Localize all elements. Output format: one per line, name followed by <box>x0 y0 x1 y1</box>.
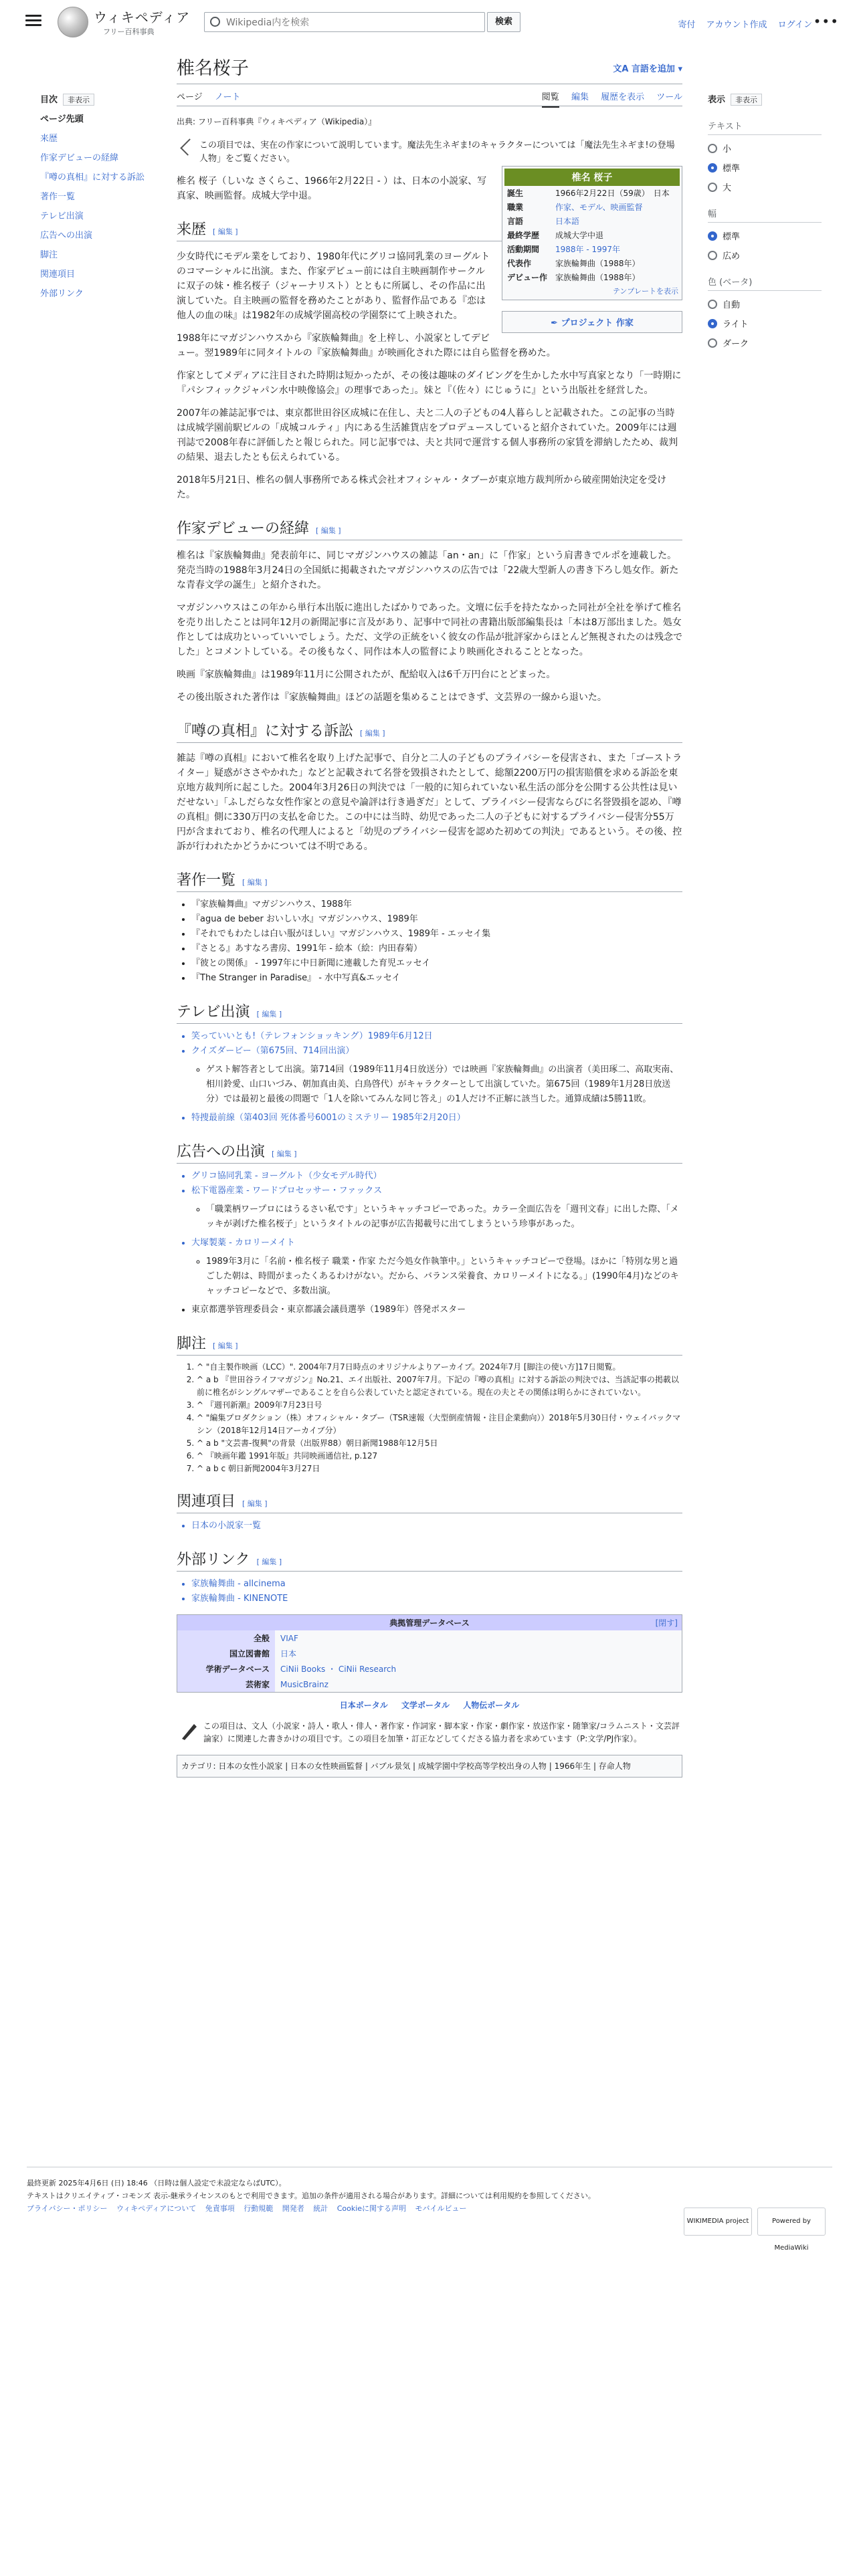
tab-tools[interactable]: ツール <box>656 92 682 102</box>
section-title: 広告への出演 <box>177 1144 266 1160</box>
paragraph: 雑誌『噂の真相』において椎名を取り上げた記事で、自分と二人の子どものプライバシーを侵害され、また「ゴーストライター」疑惑がささやかれた」などと記載されて名誉を毀損されたとして、総額2200万円の損害賠償を求める訴訟を東京地方裁判所に起こした。2004年3月26日の判決では「一般的に知られていない私生活の部分を公開する公共性は見いだせない」「ふしだらな女性作家との意見や論評は行き過ぎだ」として、プライバシー侵害ならびに名誉毀損を認め、『噂の真相』側に330万円の支払を命じた。この中には当時、幼児であった二人の子どもに対するプライバシー侵害分55万円が含まれており、椎名の代理人によると「幼児のプライバシー侵害を認めた初めての判決」であるという。その後、控訴が行われたかどうかについては不明である。 <box>177 753 682 852</box>
color-light[interactable] <box>708 317 822 330</box>
toc-item-debut[interactable]: 作家デビューの経緯 <box>40 153 119 163</box>
table-of-contents <box>40 92 154 300</box>
list-item: • 東京都選挙管理委員会・東京都議会議員選挙（1989年）啓発ポスター <box>191 1303 682 1317</box>
add-language-button[interactable]: 文A 言語を追加 ▾ <box>613 64 682 74</box>
radio-selected-icon <box>708 319 717 328</box>
tv-list <box>177 1029 682 1125</box>
edit-link[interactable]: [ 編集 ] <box>242 1499 268 1508</box>
appearance-panel <box>708 92 822 349</box>
radio-label: 標準 <box>723 232 741 242</box>
edit-link[interactable]: [ 編集 ] <box>272 1150 297 1158</box>
statistics-link[interactable]: 統計 <box>313 2204 328 2213</box>
infobox-value[interactable]: 1988年 - 1997年 <box>555 245 621 254</box>
pen-icon: ✒ <box>551 318 561 328</box>
paragraph: その後出版された著作は『家族輪舞曲』ほどの話題を集めることはできず、文芸界の一線から退いた。 <box>177 692 607 703</box>
page-footer <box>27 2167 832 2252</box>
list-item: ◦ 1989年3月に「名前・椎名桜子 職業・作家 ただ今処女作執筆中。」というキャッチコピーで登場。ほかに「特別な男と過ごした朝は、時間がまったくあるわけがない。だから、バランス栄養食、カロリーメイトになる。」(1990年4月)などのキャッチコピーなどで、多数出演。 <box>206 1255 682 1299</box>
navbox-key: 全般 <box>177 1630 275 1646</box>
infobox-row <box>504 228 680 242</box>
section-title: 外部リンク <box>177 1551 250 1568</box>
paragraph: 作家としてメディアに注目された時期は短かったが、その後は趣味のダイビングを生かした水中写真家となり「一時期に『パシフィックジャパン水中映像協会』の理事であった」。妹と『（佐々）にじゅうに』という出版社を経営した。 <box>177 370 682 396</box>
infobox-value[interactable]: 日本語 <box>555 217 580 226</box>
cookie-link[interactable]: Cookieに関する声明 <box>337 2204 407 2213</box>
categories-box[interactable]: カテゴリ: 日本の女性小説家 | 日本の女性映画監督 | バブル景気 | 成城学園中学校高等学校出身の人物 | 1966年生 | 存命人物 <box>177 1755 682 1778</box>
page-tabs <box>177 84 682 106</box>
template-link[interactable]: テンプレートを表示 <box>612 287 678 296</box>
section-external <box>177 1548 682 1572</box>
text-size-label: テキスト <box>708 119 822 135</box>
paragraph: マガジンハウスはこの年から単行本出版に進出したばかりであった。文壇に伝手を持たなかった同社が全社を挙げて椎名を売り出したことは同年12月の新聞記事に言及があり、記事中で同社の書籍出版部編集長は「本は8万部出ました。処女作としては成功といっていいでしょう。ただ、文学の正統をいく彼女の作品が批評家からほとんど無視されたのは残念でした」とコメントしている。その後もなく、同作は本人の監督により映画化されることとなった。 <box>177 603 682 657</box>
section-title: 著作一覧 <box>177 872 236 889</box>
toc-item-notes[interactable]: 脚注 <box>40 250 58 260</box>
text-size-standard[interactable] <box>708 161 822 174</box>
toc-item-top[interactable]: ページ先頭 <box>40 114 84 124</box>
more-options-icon[interactable]: ••• <box>813 13 839 29</box>
radio-label: ダーク <box>723 339 749 349</box>
stub-text: この項目は、文人（小説家・詩人・歌人・俳人・著作家・作詞家・脚本家・作家・劇作家・放送作家・随筆家/コラムニスト・文芸評論家）に関連した書きかけの項目です。この項目を加筆・訂正などしてくださる協力者を求めています（P:文学/PJ作家）。 <box>203 1721 680 1743</box>
infobox-key: 活動期間 <box>507 245 540 254</box>
logo-tagline: フリー百科事典 <box>103 27 155 36</box>
navbox-value[interactable]: MusicBrainz <box>275 1677 682 1692</box>
infobox-key: 代表作 <box>507 259 532 268</box>
edit-link[interactable]: [ 編集 ] <box>256 1010 282 1018</box>
section-lawsuit <box>177 720 682 743</box>
infobox-value: 家族輪舞曲（1988年） <box>555 259 640 268</box>
radio-selected-icon <box>708 231 717 241</box>
list-item[interactable]: • クイズダービー（第675回、714回出演） <box>191 1044 682 1059</box>
toc-heading <box>40 92 154 106</box>
infobox-row <box>504 256 680 270</box>
edit-link[interactable]: [ 編集 ] <box>256 1558 282 1566</box>
infobox-key: 最終学歴 <box>507 231 540 240</box>
wikipedia-wordmark[interactable] <box>94 7 190 37</box>
from-line: 出典: フリー百科事典『ウィキペディア（Wikipedia）』 <box>177 117 377 126</box>
list-item: • 『さとる』あすなろ書房、1991年 - 絵本（絵：内田春菊） <box>191 942 682 956</box>
list-item: ◦ 「職業柄ワープロにはうるさい私です」というキャッチコピーであった。カラー全面広告を「週刊文春」に出した際、「メッキが剥げた椎名桜子」というタイトルの記事が広告掲載号に出てしまうという珍事があった。 <box>206 1202 682 1232</box>
last-updated: 最終更新 2025年4月6日 (日) 18:46 （日時は個人設定で未設定ならばUTC）。 <box>27 2179 286 2187</box>
infobox-value[interactable]: 作家、モデル、映画監督 <box>555 203 643 212</box>
section-title: 関連項目 <box>177 1493 236 1510</box>
disclaimer-link[interactable]: 免責事項 <box>205 2204 235 2213</box>
navbox-key: 学術データベース <box>177 1661 275 1677</box>
infobox-row <box>504 200 680 214</box>
donate-link[interactable]: 寄付 <box>678 20 696 30</box>
radio-label: 大 <box>723 183 732 193</box>
radio-label: 自動 <box>723 300 741 310</box>
toc-item-lawsuit[interactable]: 『噂の真相』に対する訴訟 <box>40 173 145 183</box>
tab-read[interactable]: 閲覧 <box>542 92 559 108</box>
disambiguation-icon <box>180 138 197 155</box>
appearance-title: 表示 <box>708 95 726 105</box>
note-item: 5. ^ a b "文芸書-復興"の背景（出版界88）朝日新聞1988年12月5日 <box>197 1437 682 1450</box>
tab-talk[interactable]: ノート <box>214 92 241 102</box>
authority-control-navbox <box>177 1614 682 1693</box>
list-item: • 『The Stranger in Paradise』 - 水中写真&エッセイ <box>191 971 682 986</box>
toc-item-career[interactable]: 来歴 <box>40 134 58 144</box>
search-button[interactable]: 検索 <box>487 12 520 32</box>
paragraph: 2007年の雑誌記事では、東京都世田谷区成城に在住し、夫と二人の子どもの4人暮らしと記載された。この記事の当時は成城学園前駅ビルの「成城コルティ」内にある生活雑貨店をプロデュースしていると紹介されていた。2009年には週刊誌で2008年春に評価したと報じられた。同じ記事では、夫と共同で運営する個人事務所の家賃を滞納したため、裁判の結果、退去したとも伝えられている。 <box>177 408 678 463</box>
navbox-row <box>177 1677 682 1692</box>
radio-label: 小 <box>723 144 732 154</box>
edit-link[interactable]: [ 編集 ] <box>316 526 341 535</box>
navbox-row <box>177 1661 682 1677</box>
list-item[interactable]: • 笑っていいとも!（テレフォンショッキング）1989年6月12日 <box>191 1029 682 1044</box>
text-size-large[interactable] <box>708 181 822 193</box>
infobox-key: デビュー作 <box>507 273 548 282</box>
section-title: 脚注 <box>177 1335 207 1352</box>
search-icon <box>210 17 220 27</box>
infobox-value: 家族輪舞曲（1988年） <box>555 273 640 282</box>
create-account-link[interactable]: アカウント作成 <box>706 20 767 30</box>
edit-link[interactable]: [ 編集 ] <box>242 878 268 887</box>
personal-tools <box>670 17 812 30</box>
note-item: 3. ^ 『週刊新潮』2009年7月23日号 <box>197 1399 682 1412</box>
paragraph: 2018年5月21日、椎名の個人事務所である株式会社オフィシャル・タブーが東京地方裁判所から破産開始決定を受けた。 <box>177 475 667 500</box>
stub-notice <box>177 1720 682 1745</box>
toc-item-tv[interactable]: テレビ出演 <box>40 211 84 221</box>
login-link[interactable]: ログイン <box>777 20 812 30</box>
list-item: • 『彼との関係』 - 1997年に中日新聞に連載した育児エッセイ <box>191 956 682 971</box>
section-related <box>177 1490 682 1513</box>
tab-history[interactable]: 履歴を表示 <box>601 92 645 102</box>
hatnote <box>177 139 682 166</box>
navbox-row <box>177 1646 682 1661</box>
list-item: • 『それでもわたしは白い服がほしい』マガジンハウス、1989年 - エッセイ集 <box>191 927 682 942</box>
biography-portal-link[interactable]: 人物伝ポータル <box>463 1701 520 1710</box>
list-item[interactable]: • 日本の小説家一覧 <box>191 1519 682 1533</box>
portal-links <box>177 1699 682 1711</box>
color-dark[interactable] <box>708 336 822 349</box>
notes-list <box>177 1361 682 1475</box>
list-item: ◦ ゲスト解答者として出演。第714回（1989年11月4日放送分）では映画『家族輪舞曲』の出演者（美田琢二、高取実南、相川鈴愛、山口いづみ、朝加真由美、白鳥啓代）がキャラクターとして出演していた。第675回（1989年1月28日放送分）では最初と最後の問題で「1人を除いてみんな同じ答え」の1人だけ不正解に該当した。通算成績は5勝11敗。 <box>206 1063 682 1107</box>
list-item: • 『agua de beber おいしい水』マガジンハウス、1989年 <box>191 912 682 927</box>
section-title: テレビ出演 <box>177 1004 250 1021</box>
navbox-value[interactable]: CiNii Books ・ CiNii Research <box>275 1661 682 1677</box>
toc-item-external[interactable]: 外部リンク <box>40 289 84 299</box>
appearance-hide-button[interactable]: 非表示 <box>731 94 762 106</box>
wikipedia-logo[interactable] <box>58 7 88 37</box>
infobox-value: 成城大学中退 <box>555 231 604 240</box>
list-item[interactable]: • 家族輪舞曲 - KINENOTE <box>191 1592 682 1606</box>
paragraph: 少女時代にモデル業をしており、1980年代にグリコ協同乳業のヨーグルトのコマーシャルに出演。また、作家デビュー前には自主映画制作サークルに双子の妹・椎名桜子（ジャーナリスト）とともに所属し、その作品に出演していた。自主映画の監督を務めたことがあり、監督作品である『恋は他人の血の味』は1982年の成城学園高校の学園祭にて上映された。 <box>177 251 490 321</box>
code-of-conduct-link[interactable]: 行動規範 <box>244 2204 274 2213</box>
japan-portal-link[interactable]: 日本ポータル <box>339 1701 388 1710</box>
site-header <box>0 0 859 41</box>
logo-title: ウィキペディア <box>94 9 191 25</box>
section-title: 来歴 <box>177 221 207 238</box>
privacy-link[interactable]: プライバシー・ポリシー <box>27 2204 108 2213</box>
edit-link[interactable]: [ 編集 ] <box>213 1341 238 1350</box>
note-item: 2. ^ a b 『世田谷ライフマガジン』No.21、エイ出版社、2007年7月。下記の『噂の真相』に対する訴訟の判決では、当該記事の掲載以前に椎名がシングルマザーであることを自ら公表していたと認定されている。現在の夫とその関係は明らかにされていない。 <box>197 1374 682 1399</box>
infobox-row <box>504 214 680 228</box>
note-item: 7. ^ a b c 朝日新聞2004年3月27日 <box>197 1463 682 1475</box>
note-item: 1. ^ "自主製作映画（LCC）". 2004年7月7日時点のオリジナルよりアーカイブ。2024年7月 [脚注の使い方]17日閲覧。 <box>197 1361 682 1374</box>
literature-portal-link[interactable]: 文学ポータル <box>401 1701 450 1710</box>
navbox-value[interactable]: VIAF <box>275 1630 682 1646</box>
section-notes <box>177 1332 682 1356</box>
hatnote-text: この項目では、実在の作家について説明しています。魔法先生ネギま!のキャラクターについては「魔法先生ネギま!の登場人物」をご覧ください。 <box>199 140 675 164</box>
paragraph: 椎名は『家族輪舞曲』発表前年に、同じマガジンハウスの雑誌「an・an」に「作家」という肩書きでルポを連載した。発売当時の1988年3月24日の全国紙に掲載されたマガジンハウスの広告では「22歳大型新人の書き下ろし処女作。新たな青春文学の誕生」と紹介された。 <box>177 550 679 591</box>
section-works <box>177 869 682 892</box>
toc-hide-button[interactable]: 非表示 <box>63 94 94 106</box>
project-writer-box[interactable] <box>502 311 682 333</box>
infobox-row <box>504 186 680 200</box>
radio-icon <box>708 183 717 192</box>
list-item: • 『家族輪舞曲』マガジンハウス、1988年 <box>191 897 682 912</box>
radio-selected-icon <box>708 163 717 173</box>
project-writer-label: プロジェクト 作家 <box>561 318 634 328</box>
page-title: 椎名桜子 <box>177 53 682 84</box>
infobox-key: 言語 <box>507 217 524 226</box>
translate-icon: 文A <box>613 64 632 74</box>
navbox-key: 芸術家 <box>177 1677 275 1692</box>
infobox-key: 誕生 <box>507 189 524 198</box>
navbox-title-text: 典拠管理データベース <box>389 1618 470 1628</box>
infobox-row <box>504 270 680 284</box>
works-list <box>177 897 682 986</box>
add-language-label: 言語を追加 <box>631 64 675 74</box>
section-title: 作家デビューの経緯 <box>177 520 310 537</box>
mobile-view-link[interactable]: モバイルビュー <box>415 2204 467 2213</box>
color-label: 色 (ベータ) <box>708 275 822 291</box>
list-item[interactable]: • グリコ協同乳業 - ヨーグルト（少女モデル時代） <box>191 1169 682 1184</box>
toc-item-works[interactable]: 著作一覧 <box>40 192 76 202</box>
navbox-row <box>177 1630 682 1646</box>
text-size-small[interactable] <box>708 142 822 154</box>
developers-link[interactable]: 開発者 <box>282 2204 304 2213</box>
toc-item-ads[interactable]: 広告への出演 <box>40 231 93 241</box>
search-box[interactable] <box>204 12 485 32</box>
color-auto[interactable] <box>708 298 822 310</box>
section-title: 『噂の真相』に対する訴訟 <box>177 723 354 740</box>
license-text: テキストはクリエイティブ・コモンズ 表示-継承ライセンスのもとで利用できます。追加の条件が適用される場合があります。詳細については利用規約を参照してください。 <box>27 2191 595 2200</box>
list-item[interactable]: • 松下電器産業 - ワードプロセッサー・ファックス <box>191 1184 682 1198</box>
radio-label: 広め <box>723 251 741 261</box>
section-debut <box>177 517 682 540</box>
note-item: 4. ^ "編集プロダクション（株）オフィシャル・タブー（TSR速報（大型倒産情報・注目企業動向））2018年5月30日付・ウェイバックマシン（2018年12月14日アーカイブ分） <box>197 1412 682 1437</box>
ads-list <box>177 1169 682 1317</box>
radio-icon <box>708 300 717 309</box>
list-item[interactable]: • 家族輪舞曲 - allcinema <box>191 1577 682 1592</box>
width-standard[interactable] <box>708 229 822 242</box>
radio-icon <box>708 251 717 260</box>
mediawiki-badge[interactable]: Powered by MediaWiki <box>757 2208 826 2236</box>
note-item: 6. ^ 『映画年鑑 1991年版』共同映画通信社, p.127 <box>197 1450 682 1463</box>
wikimedia-badge[interactable]: WIKIMEDIA project <box>684 2208 752 2236</box>
toc-item-related[interactable]: 関連項目 <box>40 270 76 280</box>
width-wide[interactable] <box>708 249 822 261</box>
infobox-key: 職業 <box>507 203 524 212</box>
external-list <box>177 1577 682 1606</box>
infobox-title: 椎名 桜子 <box>504 169 680 186</box>
search-input[interactable] <box>225 15 482 30</box>
navbox-key: 国立図書館 <box>177 1646 275 1661</box>
navbox-title <box>177 1615 682 1630</box>
paragraph: 1988年にマガジンハウスから『家族輪舞曲』を上梓し、小説家としてデビュー。翌1989年に同タイトルの『家族輪舞曲』が映画化された際には自ら監督を務めた。 <box>177 333 556 358</box>
infobox <box>502 166 682 300</box>
edit-link[interactable]: [ 編集 ] <box>360 729 385 738</box>
radio-label: 標準 <box>723 164 741 174</box>
about-link[interactable]: ウィキペディアについて <box>116 2204 197 2213</box>
radio-icon <box>708 144 717 153</box>
radio-icon <box>708 338 717 348</box>
width-label: 幅 <box>708 207 822 223</box>
section-ads <box>177 1140 682 1164</box>
list-item[interactable]: • 特捜最前線（第403回 死体番号6001のミステリー 1985年2月20日） <box>191 1111 682 1125</box>
intro-paragraph: 椎名 桜子（しいな さくらこ、1966年2月22日 - ）は、日本の小説家、写真家、映画監督。成城大学中退。 <box>177 176 487 201</box>
section-tv <box>177 1000 682 1024</box>
radio-label: ライト <box>723 320 749 330</box>
pen-icon <box>179 1721 199 1741</box>
tab-page[interactable]: ページ <box>177 92 203 102</box>
infobox-row <box>504 242 680 256</box>
infobox-value: 1966年2月22日（59歳） 日本 <box>555 189 670 198</box>
navbox-hide-button[interactable]: [閉す] <box>655 1618 678 1628</box>
article-content <box>177 53 682 1778</box>
appearance-heading <box>708 92 822 106</box>
related-list <box>177 1519 682 1533</box>
toc-title: 目次 <box>40 95 58 105</box>
tab-edit[interactable]: 編集 <box>571 92 589 102</box>
main-menu-icon[interactable] <box>25 12 41 28</box>
list-item[interactable]: • 大塚製薬 - カロリーメイト <box>191 1236 682 1251</box>
navbox-value[interactable]: 日本 <box>275 1646 682 1661</box>
paragraph: 映画『家族輪舞曲』は1989年11月に公開されたが、配給収入は6千万円台にとどまった。 <box>177 669 556 680</box>
edit-link[interactable]: [ 編集 ] <box>213 227 238 236</box>
